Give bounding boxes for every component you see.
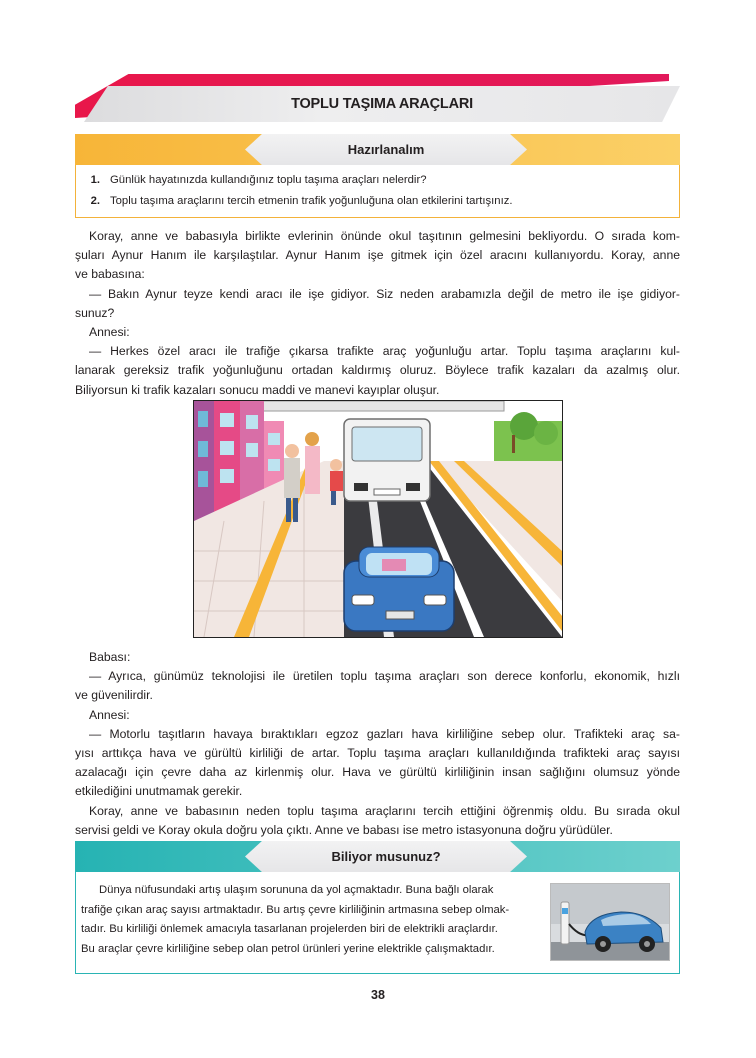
text-line: etkilediğini unutmamak gerekir. [75, 784, 243, 799]
text-line: Dünya nüfusundaki artış ulaşım sorununa da yol açmaktadır. Buna bağlı olarak [99, 884, 494, 896]
text-line: — Ayrıca, günümüz teknolojisi ile üretilen toplu taşıma araçları son derece konforlu, ekonomik, hızlı [89, 669, 680, 684]
text-line: Koray, anne ve babasıyla birlikte evlerinin önünde okul taşıtının gelmesini bekliyordu. O sırada kom- [89, 229, 680, 243]
text-line: Annesi: [89, 325, 130, 340]
text-line: yısı arttıkça hava ve gürültü kirliliği de artar. Toplu taşıma araçları kullanıldığında trafikteki araç sayısı [75, 746, 680, 761]
prep-question-list [86, 170, 676, 212]
text-line: trafiğe çıkan araç sayısı artmaktadır. Bu artış çevre kirliliğinin artmasına sebep olmak- [81, 903, 510, 916]
text-line: servisi geldi ve Koray okula doğru yola çıktı. Anne ve babası ise metro istasyonuna doğru yürüdüler. [75, 822, 613, 837]
story-paragraph-bottom [75, 648, 680, 840]
page-number: 38 [371, 988, 385, 1002]
text-line: Bu araçlar çevre kirliliğine sebep olan petrol ürünleri yerine elektrikle çalışmaktadır. [81, 942, 495, 955]
prep-section-heading: Hazırlanalım [347, 142, 425, 157]
text-line: Babası: [89, 650, 131, 664]
text-line: Annesi: [89, 707, 130, 722]
electric-car-graphic [551, 884, 669, 960]
prep-question-item [86, 170, 676, 191]
street-illustration [193, 400, 563, 638]
text-line: tadır. Bu kirliliği önlemek amacıyla tasarlanan projelerden biri de elektrikli araçlardır. [81, 923, 498, 936]
question-text: Günlük hayatınızda kullandığınız toplu taşıma araçları nelerdir? [110, 174, 427, 186]
question-number: 1. [90, 174, 100, 186]
info-section-heading: Biliyor musunuz? [331, 849, 441, 864]
question-text: Toplu taşıma araçlarını tercih etmenin trafik yoğunluğuna olan etkilerini tartışınız. [110, 195, 513, 207]
street-scene-graphic [194, 401, 562, 637]
text-line: Biliyorsun ki trafik kazaları sonucu maddi ve manevi kayıplar oluşur. [75, 382, 440, 397]
text-line: sunuz? [75, 305, 115, 320]
text-line: lanarak gereksiz trafik yoğunluğunu ortadan kaldırmış oluruz. Böylece trafik kazaları da azalmış olur. [75, 363, 680, 378]
text-line: şuları Aynur Hanım ile karşılaştılar. Aynur Hanım işe gitmek için özel aracını kullanıyordu. Koray, anne [75, 248, 680, 263]
text-line: azalacağı için çevre daha az kirlenmiş olur. Hava ve gürültü kirliliğinin insan sağlığını olumsuz yönde [75, 765, 680, 780]
question-number: 2. [90, 195, 100, 207]
text-line: Koray, anne ve babasının neden toplu taşıma araçlarını tercih ettiğini öğrenmiş oldu. Bu sırada okul [89, 803, 680, 818]
info-text [81, 881, 539, 959]
text-line: — Motorlu taşıtların havaya bıraktıkları egzoz gazları hava kirliliğine sebep olur. Trafikteki araç sa- [89, 726, 680, 741]
prep-question-item [86, 191, 676, 212]
text-line: ve güvenilirdir. [75, 688, 153, 703]
text-line: ve babasına: [75, 267, 145, 282]
text-line: — Bakın Aynur teyze kendi aracı ile işe gidiyor. Siz neden arabamızla değil de metro ile işe gidiyor- [89, 286, 680, 301]
electric-car-photo [550, 883, 670, 961]
story-paragraph-top [75, 227, 680, 400]
page-title: TOPLU TAŞIMA ARAÇLARI [291, 96, 473, 112]
text-line: — Herkes özel aracı ile trafiğe çıkarsa trafikte araç yoğunluğu artar. Toplu taşıma araçlarını kul- [89, 344, 680, 359]
